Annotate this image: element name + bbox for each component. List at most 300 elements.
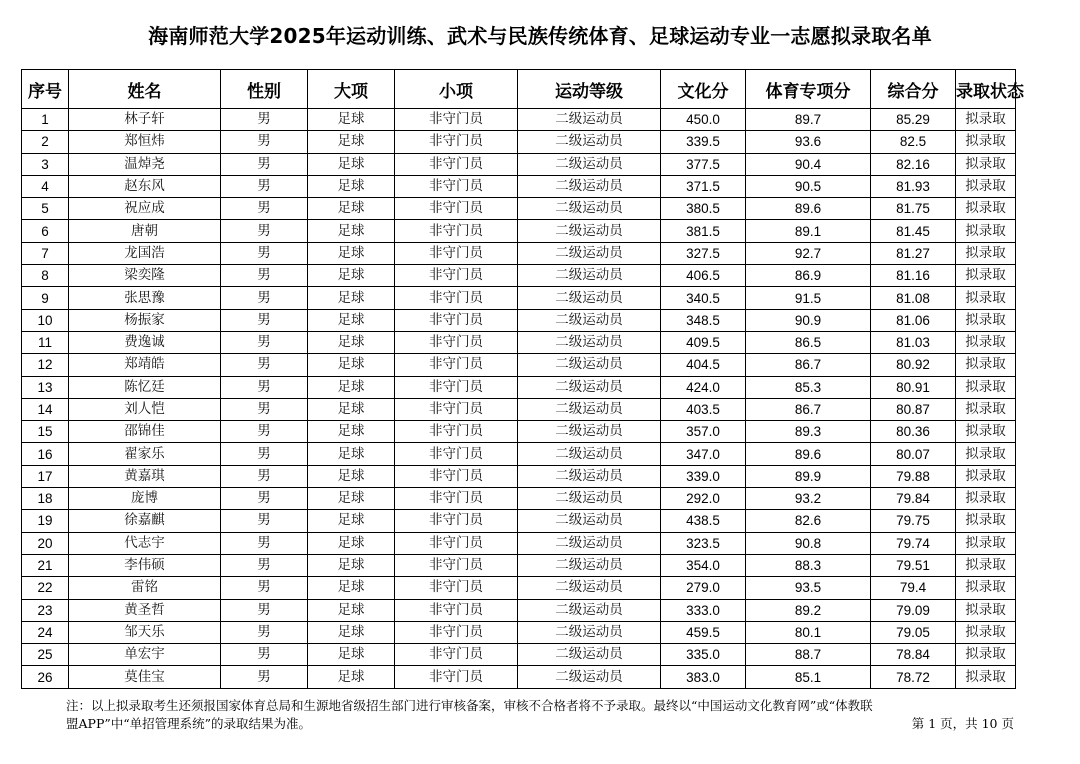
cell-gender: 男	[221, 220, 308, 242]
table-row	[22, 287, 1016, 309]
cell-sub-event: 非守门员	[395, 354, 518, 376]
cell-sport-score: 89.6	[746, 198, 871, 220]
cell-sub-event: 非守门员	[395, 421, 518, 443]
cell-total-score: 81.03	[871, 331, 956, 353]
cell-gender: 男	[221, 153, 308, 175]
cell-total-score: 81.08	[871, 287, 956, 309]
cell-name: 庞博	[69, 488, 221, 510]
cell-index: 25	[22, 644, 69, 666]
cell-gender: 男	[221, 287, 308, 309]
cell-name: 邹天乐	[69, 621, 221, 643]
cell-sport-score: 90.8	[746, 532, 871, 554]
cell-major-event: 足球	[308, 376, 395, 398]
cell-index: 16	[22, 443, 69, 465]
cell-index: 12	[22, 354, 69, 376]
cell-culture-score: 371.5	[661, 175, 746, 197]
cell-gender: 男	[221, 354, 308, 376]
cell-total-score: 79.75	[871, 510, 956, 532]
cell-status: 拟录取	[956, 220, 1016, 242]
cell-sub-event: 非守门员	[395, 175, 518, 197]
cell-status: 拟录取	[956, 398, 1016, 420]
table-row	[22, 577, 1016, 599]
cell-major-event: 足球	[308, 644, 395, 666]
cell-total-score: 79.74	[871, 532, 956, 554]
table-row	[22, 644, 1016, 666]
cell-gender: 男	[221, 309, 308, 331]
cell-sub-event: 非守门员	[395, 220, 518, 242]
cell-status: 拟录取	[956, 265, 1016, 287]
table-row	[22, 510, 1016, 532]
cell-sub-event: 非守门员	[395, 577, 518, 599]
cell-sport-level: 二级运动员	[518, 510, 661, 532]
cell-sub-event: 非守门员	[395, 465, 518, 487]
cell-sub-event: 非守门员	[395, 109, 518, 131]
footnote-line-1: 注：以上拟录取考生还须报国家体育总局和生源地省级招生部门进行审核备案，审核不合格者将不予录取。最终以“中国运动文化教育网”或“体教联	[66, 698, 873, 713]
table-row	[22, 398, 1016, 420]
cell-sport-level: 二级运动员	[518, 554, 661, 576]
cell-gender: 男	[221, 242, 308, 264]
cell-sport-score: 91.5	[746, 287, 871, 309]
table-row	[22, 599, 1016, 621]
cell-index: 26	[22, 666, 69, 688]
table-row	[22, 198, 1016, 220]
cell-sport-level: 二级运动员	[518, 354, 661, 376]
cell-culture-score: 406.5	[661, 265, 746, 287]
cell-culture-score: 292.0	[661, 488, 746, 510]
cell-status: 拟录取	[956, 354, 1016, 376]
cell-major-event: 足球	[308, 198, 395, 220]
cell-sub-event: 非守门员	[395, 554, 518, 576]
cell-index: 4	[22, 175, 69, 197]
cell-sport-level: 二级运动员	[518, 331, 661, 353]
cell-major-event: 足球	[308, 443, 395, 465]
admission-table	[21, 69, 1024, 689]
table-row	[22, 131, 1016, 153]
cell-sport-score: 89.2	[746, 599, 871, 621]
cell-culture-score: 339.0	[661, 465, 746, 487]
cell-culture-score: 424.0	[661, 376, 746, 398]
cell-total-score: 78.72	[871, 666, 956, 688]
cell-status: 拟录取	[956, 376, 1016, 398]
cell-sport-level: 二级运动员	[518, 398, 661, 420]
cell-sub-event: 非守门员	[395, 666, 518, 688]
cell-sport-level: 二级运动员	[518, 532, 661, 554]
cell-culture-score: 357.0	[661, 421, 746, 443]
cell-sport-level: 二级运动员	[518, 242, 661, 264]
cell-name: 陈忆廷	[69, 376, 221, 398]
cell-culture-score: 279.0	[661, 577, 746, 599]
cell-status: 拟录取	[956, 443, 1016, 465]
cell-sport-score: 89.6	[746, 443, 871, 465]
cell-sport-level: 二级运动员	[518, 265, 661, 287]
cell-name: 黄圣哲	[69, 599, 221, 621]
cell-gender: 男	[221, 532, 308, 554]
cell-name: 郑恒炜	[69, 131, 221, 153]
cell-culture-score: 409.5	[661, 331, 746, 353]
cell-total-score: 79.4	[871, 577, 956, 599]
cell-status: 拟录取	[956, 488, 1016, 510]
cell-sport-level: 二级运动员	[518, 175, 661, 197]
cell-sport-score: 88.7	[746, 644, 871, 666]
cell-sport-level: 二级运动员	[518, 309, 661, 331]
cell-name: 龙国浩	[69, 242, 221, 264]
cell-sport-score: 89.1	[746, 220, 871, 242]
cell-gender: 男	[221, 331, 308, 353]
cell-sub-event: 非守门员	[395, 398, 518, 420]
cell-index: 23	[22, 599, 69, 621]
cell-culture-score: 383.0	[661, 666, 746, 688]
cell-sport-score: 93.2	[746, 488, 871, 510]
cell-culture-score: 404.5	[661, 354, 746, 376]
cell-index: 17	[22, 465, 69, 487]
cell-sub-event: 非守门员	[395, 644, 518, 666]
cell-name: 林子轩	[69, 109, 221, 131]
cell-major-event: 足球	[308, 488, 395, 510]
cell-index: 7	[22, 242, 69, 264]
cell-sport-score: 80.1	[746, 621, 871, 643]
cell-status: 拟录取	[956, 331, 1016, 353]
cell-total-score: 81.27	[871, 242, 956, 264]
cell-sub-event: 非守门员	[395, 488, 518, 510]
cell-total-score: 82.16	[871, 153, 956, 175]
cell-culture-score: 377.5	[661, 153, 746, 175]
column-header-sport-score: 体育专项分	[746, 70, 871, 109]
cell-index: 18	[22, 488, 69, 510]
cell-sub-event: 非守门员	[395, 153, 518, 175]
cell-status: 拟录取	[956, 287, 1016, 309]
cell-total-score: 79.84	[871, 488, 956, 510]
cell-sport-score: 85.3	[746, 376, 871, 398]
cell-status: 拟录取	[956, 599, 1016, 621]
cell-gender: 男	[221, 621, 308, 643]
cell-name: 黄嘉琪	[69, 465, 221, 487]
cell-total-score: 81.93	[871, 175, 956, 197]
column-header-sub-event: 小项	[395, 70, 518, 109]
cell-sport-score: 90.5	[746, 175, 871, 197]
cell-gender: 男	[221, 421, 308, 443]
cell-sport-level: 二级运动员	[518, 488, 661, 510]
footnote-line-2: 盟APP”中“单招管理系统”的录取结果为准。	[66, 716, 312, 731]
cell-major-event: 足球	[308, 510, 395, 532]
cell-name: 温焯尧	[69, 153, 221, 175]
cell-sport-level: 二级运动员	[518, 621, 661, 643]
cell-sport-score: 89.7	[746, 109, 871, 131]
table-row	[22, 621, 1016, 643]
cell-major-event: 足球	[308, 577, 395, 599]
column-header-sport-level: 运动等级	[518, 70, 661, 109]
table-row	[22, 666, 1016, 688]
page-indicator: 第 1 页，共 10 页	[911, 716, 1014, 731]
cell-sport-level: 二级运动员	[518, 287, 661, 309]
cell-sport-score: 89.9	[746, 465, 871, 487]
cell-sport-score: 86.5	[746, 331, 871, 353]
cell-sport-score: 89.3	[746, 421, 871, 443]
cell-gender: 男	[221, 554, 308, 576]
cell-culture-score: 380.5	[661, 198, 746, 220]
cell-status: 拟录取	[956, 131, 1016, 153]
cell-status: 拟录取	[956, 309, 1016, 331]
cell-gender: 男	[221, 443, 308, 465]
cell-status: 拟录取	[956, 577, 1016, 599]
cell-major-event: 足球	[308, 599, 395, 621]
cell-status: 拟录取	[956, 421, 1016, 443]
cell-sub-event: 非守门员	[395, 331, 518, 353]
cell-total-score: 81.06	[871, 309, 956, 331]
cell-name: 李伟硕	[69, 554, 221, 576]
table-row	[22, 443, 1016, 465]
cell-sport-score: 86.7	[746, 398, 871, 420]
column-header-gender: 性别	[221, 70, 308, 109]
cell-culture-score: 347.0	[661, 443, 746, 465]
cell-gender: 男	[221, 198, 308, 220]
cell-total-score: 81.16	[871, 265, 956, 287]
cell-culture-score: 339.5	[661, 131, 746, 153]
cell-culture-score: 335.0	[661, 644, 746, 666]
cell-culture-score: 381.5	[661, 220, 746, 242]
cell-name: 翟家乐	[69, 443, 221, 465]
cell-index: 22	[22, 577, 69, 599]
cell-major-event: 足球	[308, 175, 395, 197]
document-title: 海南师范大学2025年运动训练、武术与民族传统体育、足球运动专业一志愿拟录取名单	[148, 24, 932, 48]
table-header-row	[22, 70, 1016, 109]
cell-index: 2	[22, 131, 69, 153]
cell-sport-level: 二级运动员	[518, 109, 661, 131]
cell-index: 3	[22, 153, 69, 175]
cell-total-score: 79.05	[871, 621, 956, 643]
cell-sport-level: 二级运动员	[518, 443, 661, 465]
table-row	[22, 265, 1016, 287]
cell-culture-score: 450.0	[661, 109, 746, 131]
cell-culture-score: 354.0	[661, 554, 746, 576]
cell-status: 拟录取	[956, 621, 1016, 643]
cell-culture-score: 327.5	[661, 242, 746, 264]
cell-culture-score: 323.5	[661, 532, 746, 554]
cell-index: 14	[22, 398, 69, 420]
cell-sub-event: 非守门员	[395, 265, 518, 287]
cell-index: 19	[22, 510, 69, 532]
cell-total-score: 80.91	[871, 376, 956, 398]
cell-gender: 男	[221, 131, 308, 153]
cell-total-score: 79.51	[871, 554, 956, 576]
cell-name: 邵锦佳	[69, 421, 221, 443]
cell-sport-score: 93.5	[746, 577, 871, 599]
cell-name: 张思豫	[69, 287, 221, 309]
cell-index: 10	[22, 309, 69, 331]
cell-culture-score: 333.0	[661, 599, 746, 621]
cell-gender: 男	[221, 666, 308, 688]
column-header-index: 序号	[22, 70, 69, 109]
table-row	[22, 354, 1016, 376]
cell-sport-level: 二级运动员	[518, 666, 661, 688]
cell-status: 拟录取	[956, 198, 1016, 220]
cell-name: 单宏宇	[69, 644, 221, 666]
cell-index: 21	[22, 554, 69, 576]
table-row	[22, 175, 1016, 197]
table-row	[22, 532, 1016, 554]
cell-status: 拟录取	[956, 109, 1016, 131]
cell-name: 莫佳宝	[69, 666, 221, 688]
cell-major-event: 足球	[308, 465, 395, 487]
cell-name: 雷铭	[69, 577, 221, 599]
cell-major-event: 足球	[308, 287, 395, 309]
cell-sport-score: 85.1	[746, 666, 871, 688]
cell-name: 梁奕隆	[69, 265, 221, 287]
table-row	[22, 554, 1016, 576]
cell-index: 9	[22, 287, 69, 309]
cell-major-event: 足球	[308, 666, 395, 688]
cell-sport-level: 二级运动员	[518, 465, 661, 487]
table-row	[22, 309, 1016, 331]
cell-sub-event: 非守门员	[395, 443, 518, 465]
cell-name: 祝应成	[69, 198, 221, 220]
cell-sport-score: 86.9	[746, 265, 871, 287]
cell-total-score: 85.29	[871, 109, 956, 131]
cell-index: 15	[22, 421, 69, 443]
cell-gender: 男	[221, 175, 308, 197]
footnote	[66, 697, 1014, 733]
cell-gender: 男	[221, 577, 308, 599]
cell-status: 拟录取	[956, 644, 1016, 666]
cell-name: 郑靖皓	[69, 354, 221, 376]
column-header-culture-score: 文化分	[661, 70, 746, 109]
cell-index: 1	[22, 109, 69, 131]
cell-gender: 男	[221, 510, 308, 532]
cell-name: 唐朝	[69, 220, 221, 242]
table-row	[22, 376, 1016, 398]
column-header-name: 姓名	[69, 70, 221, 109]
cell-sub-event: 非守门员	[395, 510, 518, 532]
cell-culture-score: 340.5	[661, 287, 746, 309]
cell-gender: 男	[221, 465, 308, 487]
cell-total-score: 78.84	[871, 644, 956, 666]
cell-major-event: 足球	[308, 554, 395, 576]
cell-major-event: 足球	[308, 242, 395, 264]
cell-total-score: 80.87	[871, 398, 956, 420]
cell-sport-level: 二级运动员	[518, 376, 661, 398]
cell-status: 拟录取	[956, 242, 1016, 264]
cell-name: 费逸诚	[69, 331, 221, 353]
cell-major-event: 足球	[308, 398, 395, 420]
cell-sport-level: 二级运动员	[518, 421, 661, 443]
cell-culture-score: 348.5	[661, 309, 746, 331]
cell-major-event: 足球	[308, 354, 395, 376]
cell-sport-score: 86.7	[746, 354, 871, 376]
table-row	[22, 220, 1016, 242]
cell-sport-score: 92.7	[746, 242, 871, 264]
cell-gender: 男	[221, 488, 308, 510]
cell-name: 徐嘉麒	[69, 510, 221, 532]
cell-sport-level: 二级运动员	[518, 198, 661, 220]
cell-total-score: 80.36	[871, 421, 956, 443]
cell-sport-score: 90.4	[746, 153, 871, 175]
cell-sport-score: 90.9	[746, 309, 871, 331]
cell-index: 6	[22, 220, 69, 242]
cell-sport-level: 二级运动员	[518, 220, 661, 242]
cell-major-event: 足球	[308, 621, 395, 643]
cell-major-event: 足球	[308, 153, 395, 175]
cell-sub-event: 非守门员	[395, 309, 518, 331]
cell-major-event: 足球	[308, 309, 395, 331]
cell-gender: 男	[221, 109, 308, 131]
cell-gender: 男	[221, 376, 308, 398]
cell-sub-event: 非守门员	[395, 621, 518, 643]
cell-sport-level: 二级运动员	[518, 153, 661, 175]
cell-major-event: 足球	[308, 331, 395, 353]
table-row	[22, 109, 1016, 131]
cell-culture-score: 403.5	[661, 398, 746, 420]
cell-total-score: 79.09	[871, 599, 956, 621]
cell-name: 杨振家	[69, 309, 221, 331]
cell-name: 代志宇	[69, 532, 221, 554]
cell-status: 拟录取	[956, 554, 1016, 576]
cell-major-event: 足球	[308, 265, 395, 287]
cell-sport-level: 二级运动员	[518, 131, 661, 153]
cell-total-score: 81.45	[871, 220, 956, 242]
table-row	[22, 421, 1016, 443]
column-header-total-score: 综合分	[871, 70, 956, 109]
cell-index: 24	[22, 621, 69, 643]
cell-gender: 男	[221, 265, 308, 287]
cell-name: 赵东风	[69, 175, 221, 197]
cell-sub-event: 非守门员	[395, 242, 518, 264]
cell-total-score: 81.75	[871, 198, 956, 220]
cell-gender: 男	[221, 398, 308, 420]
cell-culture-score: 459.5	[661, 621, 746, 643]
cell-index: 20	[22, 532, 69, 554]
cell-gender: 男	[221, 599, 308, 621]
cell-total-score: 79.88	[871, 465, 956, 487]
cell-status: 拟录取	[956, 465, 1016, 487]
cell-sub-event: 非守门员	[395, 532, 518, 554]
cell-index: 8	[22, 265, 69, 287]
cell-total-score: 80.92	[871, 354, 956, 376]
cell-major-event: 足球	[308, 421, 395, 443]
cell-index: 13	[22, 376, 69, 398]
table-row	[22, 488, 1016, 510]
cell-index: 5	[22, 198, 69, 220]
cell-status: 拟录取	[956, 175, 1016, 197]
cell-sport-level: 二级运动员	[518, 577, 661, 599]
cell-major-event: 足球	[308, 532, 395, 554]
cell-sport-score: 93.6	[746, 131, 871, 153]
cell-status: 拟录取	[956, 153, 1016, 175]
table-row	[22, 153, 1016, 175]
cell-sport-level: 二级运动员	[518, 599, 661, 621]
cell-index: 11	[22, 331, 69, 353]
cell-sub-event: 非守门员	[395, 287, 518, 309]
cell-sub-event: 非守门员	[395, 198, 518, 220]
cell-sport-level: 二级运动员	[518, 644, 661, 666]
cell-sport-score: 88.3	[746, 554, 871, 576]
cell-major-event: 足球	[308, 131, 395, 153]
table-row	[22, 331, 1016, 353]
cell-culture-score: 438.5	[661, 510, 746, 532]
cell-total-score: 82.5	[871, 131, 956, 153]
column-header-major-event: 大项	[308, 70, 395, 109]
table-body	[22, 109, 1016, 689]
cell-status: 拟录取	[956, 532, 1016, 554]
cell-sport-score: 82.6	[746, 510, 871, 532]
cell-total-score: 80.07	[871, 443, 956, 465]
cell-sub-event: 非守门员	[395, 599, 518, 621]
cell-major-event: 足球	[308, 220, 395, 242]
cell-sub-event: 非守门员	[395, 376, 518, 398]
cell-status: 拟录取	[956, 666, 1016, 688]
cell-status: 拟录取	[956, 510, 1016, 532]
cell-major-event: 足球	[308, 109, 395, 131]
table-row	[22, 242, 1016, 264]
table-row	[22, 465, 1016, 487]
